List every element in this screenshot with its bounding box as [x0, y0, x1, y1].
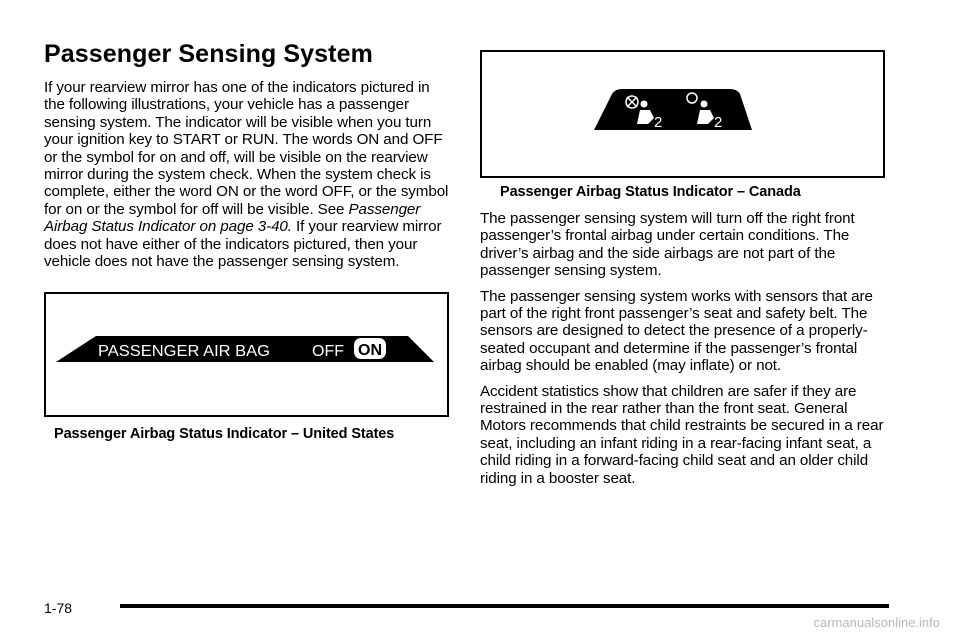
- page-footer: [44, 598, 889, 618]
- figure-canada-indicator: [480, 50, 885, 178]
- footer-rule: [120, 604, 889, 608]
- right-paragraph-2: The passenger sensing system works with sensors that are part of the right front passenger’s seat and safety belt. The sensors are designed to detect the presence of a properly-seated occupant and determine if the passenger’s frontal airbag should be enabled (may inflate) or not.: [480, 287, 873, 375]
- watermark: carmanualsonline.info: [813, 615, 940, 630]
- page-number: 1-78: [44, 600, 73, 616]
- caption-canada: Passenger Airbag Status Indicator – Canada: [500, 184, 801, 200]
- canada-indicator-panel: [594, 89, 752, 130]
- us-indicator-illustration: [46, 294, 447, 415]
- indicator-on-text: ON: [358, 342, 382, 360]
- intro-paragraph: [44, 79, 452, 270]
- indicator-off-text: OFF: [312, 343, 344, 361]
- canada-indicator-illustration: [482, 52, 883, 176]
- airbag-on-seat-number: 2: [714, 114, 723, 131]
- indicator-label: PASSENGER AIR BAG: [98, 343, 270, 361]
- page-title: Passenger Sensing System: [44, 40, 373, 68]
- airbag-off-seat-number: 2: [654, 114, 663, 131]
- right-paragraph-1: The passenger sensing system will turn off the right front passenger’s frontal airbag under certain conditions. The driver’s airbag and the side airbags are not part of the passenger sensing system.: [480, 210, 855, 280]
- intro-text-1: If your rearview mirror has one of the indicators pictured in the following illustrations, your vehicle has a passenger sensing system. The indicator will be visible when you turn your ignition key to START or RUN. The words ON and OFF or the symbol for on and off, will be visible on the rearview mirror during the system check. When the system check is complete, either the word ON or the word OFF, or the symbol for on or the symbol for off will be visible. See: [44, 79, 449, 218]
- figure-us-indicator: [44, 292, 449, 417]
- right-paragraph-3: Accident statistics show that children are safer if they are restrained in the rear rather than the front seat. General Motors recommends that child restraints be secured in a rear seat, including an infant riding in a rear-facing infant seat, a child riding in a forward-facing child seat and an older child riding in a booster seat.: [480, 382, 884, 487]
- left-column: [44, 40, 452, 442]
- intro-text-2: If your rearview mirror does not have either of the indicators pictured, then your vehicle does not have the passenger sensing system.: [44, 218, 442, 271]
- cross-reference-link[interactable]: Passenger Airbag Status Indicator on page 3-40.: [44, 200, 421, 236]
- caption-us: Passenger Airbag Status Indicator – United States: [54, 426, 395, 443]
- right-column: [480, 50, 888, 487]
